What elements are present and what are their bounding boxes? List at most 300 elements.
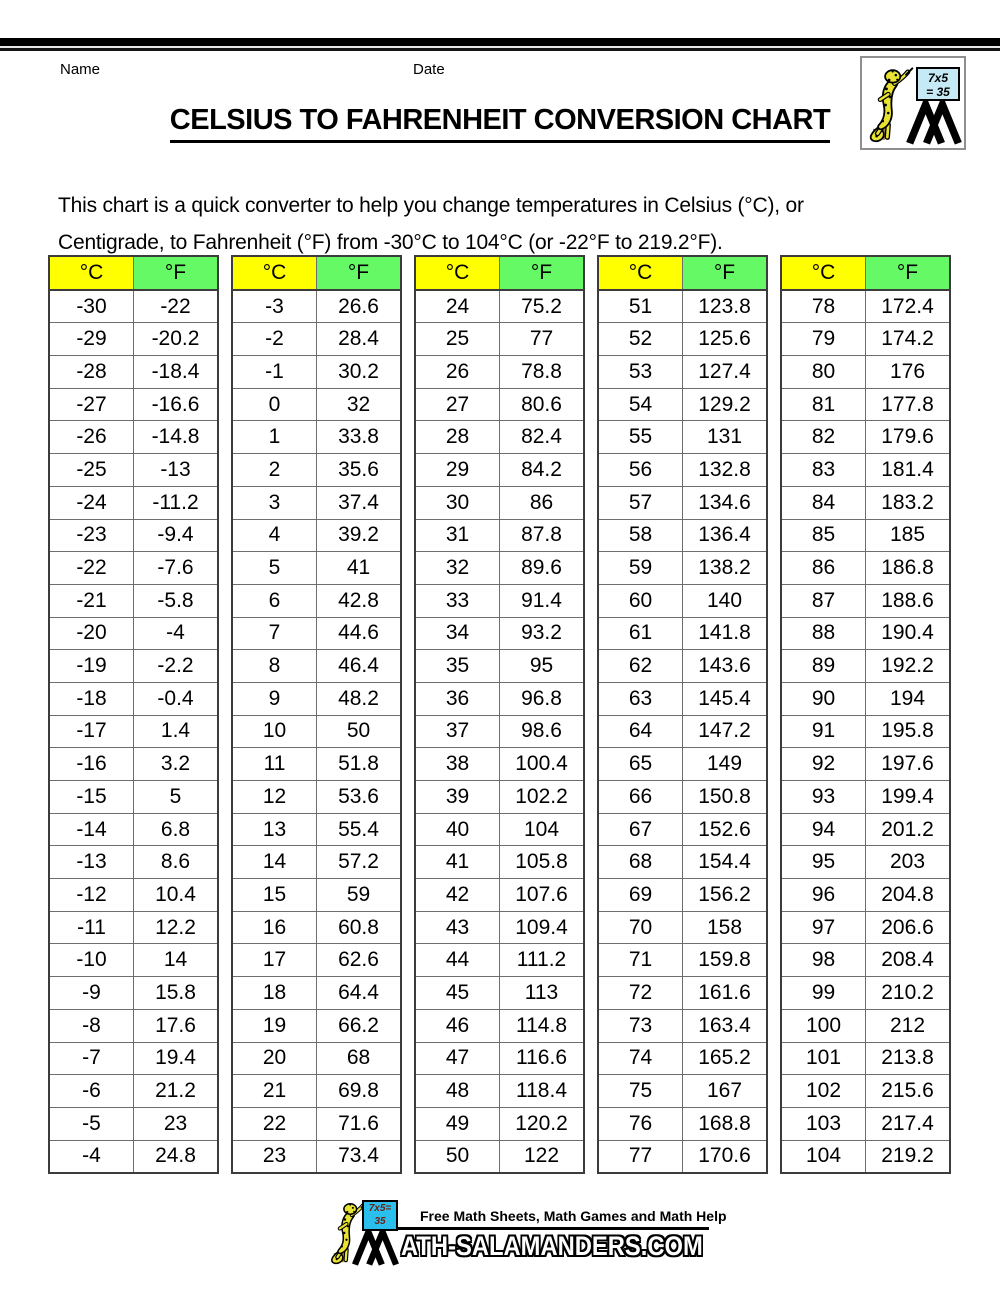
celsius-cell: 104 xyxy=(781,1140,866,1173)
fahrenheit-cell: 46.4 xyxy=(317,650,402,683)
celsius-cell: 18 xyxy=(232,977,317,1010)
celsius-cell: -27 xyxy=(49,388,134,421)
table-row xyxy=(232,356,401,389)
table-row xyxy=(49,1042,218,1075)
celsius-cell: 5 xyxy=(232,552,317,585)
fahrenheit-cell: 134.6 xyxy=(683,486,768,519)
fahrenheit-cell: -16.6 xyxy=(134,388,219,421)
table-row xyxy=(49,846,218,879)
celsius-cell: 57 xyxy=(598,486,683,519)
title-row xyxy=(0,104,1000,143)
table-row xyxy=(598,1140,767,1173)
table-row xyxy=(415,1009,584,1042)
celsius-cell: 32 xyxy=(415,552,500,585)
fahrenheit-cell: 203 xyxy=(866,846,951,879)
board-text-line2: = 35 xyxy=(926,85,950,100)
celsius-cell: 14 xyxy=(232,846,317,879)
celsius-cell: -12 xyxy=(49,879,134,912)
celsius-cell: 66 xyxy=(598,781,683,814)
fahrenheit-cell: 140 xyxy=(683,584,768,617)
table-row xyxy=(781,682,950,715)
footer-logo-block xyxy=(327,1196,727,1282)
table-row xyxy=(415,813,584,846)
table-row xyxy=(232,552,401,585)
celsius-cell: -29 xyxy=(49,323,134,356)
table-row xyxy=(598,846,767,879)
multiplication-board-icon xyxy=(362,1200,398,1231)
celsius-cell: -10 xyxy=(49,944,134,977)
fahrenheit-cell: 120.2 xyxy=(500,1107,585,1140)
celsius-cell: 20 xyxy=(232,1042,317,1075)
fahrenheit-cell: 186.8 xyxy=(866,552,951,585)
conversion-tables xyxy=(48,255,951,1174)
celsius-header-cell: °C xyxy=(598,256,683,290)
table-row xyxy=(49,977,218,1010)
table-row xyxy=(598,813,767,846)
m-logo-icon xyxy=(351,1229,400,1266)
fahrenheit-cell: 104 xyxy=(500,813,585,846)
fahrenheit-cell: -14.8 xyxy=(134,421,219,454)
celsius-cell: 79 xyxy=(781,323,866,356)
fahrenheit-cell: 64.4 xyxy=(317,977,402,1010)
fahrenheit-cell: 161.6 xyxy=(683,977,768,1010)
table-row xyxy=(49,1107,218,1140)
table-row xyxy=(415,748,584,781)
celsius-cell: 49 xyxy=(415,1107,500,1140)
fahrenheit-cell: 93.2 xyxy=(500,617,585,650)
header-row xyxy=(598,256,767,290)
celsius-cell: 71 xyxy=(598,944,683,977)
celsius-cell: 67 xyxy=(598,813,683,846)
fahrenheit-cell: 107.6 xyxy=(500,879,585,912)
table-row xyxy=(232,290,401,323)
celsius-cell: 63 xyxy=(598,682,683,715)
celsius-cell: 30 xyxy=(415,486,500,519)
fahrenheit-cell: 147.2 xyxy=(683,715,768,748)
table-row xyxy=(49,519,218,552)
celsius-cell: 101 xyxy=(781,1042,866,1075)
celsius-header-cell: °C xyxy=(49,256,134,290)
celsius-cell: 17 xyxy=(232,944,317,977)
celsius-cell: 29 xyxy=(415,454,500,487)
fahrenheit-cell: 204.8 xyxy=(866,879,951,912)
fahrenheit-cell: 111.2 xyxy=(500,944,585,977)
table-row xyxy=(598,911,767,944)
celsius-cell: 26 xyxy=(415,356,500,389)
fahrenheit-cell: 127.4 xyxy=(683,356,768,389)
table-row xyxy=(49,682,218,715)
celsius-cell: 1 xyxy=(232,421,317,454)
table-row xyxy=(232,944,401,977)
fahrenheit-cell: 219.2 xyxy=(866,1140,951,1173)
table-row xyxy=(781,911,950,944)
celsius-cell: 69 xyxy=(598,879,683,912)
table-row xyxy=(598,519,767,552)
table-row xyxy=(415,650,584,683)
celsius-cell: 82 xyxy=(781,421,866,454)
table-row xyxy=(781,748,950,781)
celsius-cell: 36 xyxy=(415,682,500,715)
fahrenheit-cell: 213.8 xyxy=(866,1042,951,1075)
footer-wordmark: ATH-SALAMANDERS.COM xyxy=(401,1231,703,1261)
table-row xyxy=(49,388,218,421)
fahrenheit-cell: 185 xyxy=(866,519,951,552)
celsius-cell: 77 xyxy=(598,1140,683,1173)
table-row xyxy=(232,879,401,912)
table-row xyxy=(415,617,584,650)
celsius-cell: 3 xyxy=(232,486,317,519)
table-row xyxy=(49,323,218,356)
celsius-cell: 87 xyxy=(781,584,866,617)
fahrenheit-cell: 15.8 xyxy=(134,977,219,1010)
celsius-cell: 76 xyxy=(598,1107,683,1140)
celsius-cell: -3 xyxy=(232,290,317,323)
fahrenheit-cell: 6.8 xyxy=(134,813,219,846)
celsius-cell: 103 xyxy=(781,1107,866,1140)
celsius-cell: 94 xyxy=(781,813,866,846)
footer xyxy=(0,1196,1000,1286)
fahrenheit-cell: 100.4 xyxy=(500,748,585,781)
table-row xyxy=(598,879,767,912)
fahrenheit-cell: 78.8 xyxy=(500,356,585,389)
table-row xyxy=(49,781,218,814)
table-row xyxy=(49,879,218,912)
board-text-line1: 7x5= xyxy=(368,1203,392,1214)
celsius-cell: 44 xyxy=(415,944,500,977)
top-divider xyxy=(0,38,1000,51)
table-row xyxy=(415,911,584,944)
celsius-cell: 2 xyxy=(232,454,317,487)
fahrenheit-cell: 183.2 xyxy=(866,486,951,519)
celsius-cell: 13 xyxy=(232,813,317,846)
fahrenheit-cell: 41 xyxy=(317,552,402,585)
celsius-header-cell: °C xyxy=(781,256,866,290)
table-row xyxy=(49,748,218,781)
celsius-cell: -28 xyxy=(49,356,134,389)
celsius-cell: 21 xyxy=(232,1075,317,1108)
celsius-cell: 40 xyxy=(415,813,500,846)
celsius-cell: -25 xyxy=(49,454,134,487)
celsius-cell: 58 xyxy=(598,519,683,552)
celsius-cell: 56 xyxy=(598,454,683,487)
table-row xyxy=(415,879,584,912)
celsius-cell: 39 xyxy=(415,781,500,814)
fahrenheit-cell: 116.6 xyxy=(500,1042,585,1075)
fahrenheit-cell: 172.4 xyxy=(866,290,951,323)
fahrenheit-cell: 192.2 xyxy=(866,650,951,683)
table-row xyxy=(232,781,401,814)
table-row xyxy=(232,650,401,683)
celsius-cell: 60 xyxy=(598,584,683,617)
table-row xyxy=(781,715,950,748)
fahrenheit-header-cell: °F xyxy=(866,256,951,290)
fahrenheit-cell: 10.4 xyxy=(134,879,219,912)
celsius-cell: 4 xyxy=(232,519,317,552)
table-row xyxy=(49,356,218,389)
celsius-cell: 89 xyxy=(781,650,866,683)
table-row xyxy=(598,323,767,356)
celsius-cell: 12 xyxy=(232,781,317,814)
fahrenheit-cell: 181.4 xyxy=(866,454,951,487)
celsius-cell: 61 xyxy=(598,617,683,650)
celsius-cell: 74 xyxy=(598,1042,683,1075)
fahrenheit-cell: 113 xyxy=(500,977,585,1010)
board-text-line1: 7x5 xyxy=(927,71,949,85)
celsius-cell: 98 xyxy=(781,944,866,977)
table-row xyxy=(781,356,950,389)
fahrenheit-cell: 105.8 xyxy=(500,846,585,879)
celsius-cell: 52 xyxy=(598,323,683,356)
table-row xyxy=(598,748,767,781)
fahrenheit-cell: -7.6 xyxy=(134,552,219,585)
celsius-cell: 100 xyxy=(781,1009,866,1042)
table-row xyxy=(781,486,950,519)
fahrenheit-cell: 114.8 xyxy=(500,1009,585,1042)
conversion-table xyxy=(780,255,951,1174)
fahrenheit-cell: 102.2 xyxy=(500,781,585,814)
fahrenheit-cell: 98.6 xyxy=(500,715,585,748)
table-row xyxy=(232,1140,401,1173)
table-row xyxy=(232,846,401,879)
fahrenheit-cell: 42.8 xyxy=(317,584,402,617)
table-row xyxy=(781,1009,950,1042)
table-row xyxy=(232,715,401,748)
celsius-cell: 65 xyxy=(598,748,683,781)
celsius-cell: 93 xyxy=(781,781,866,814)
fahrenheit-cell: 1.4 xyxy=(134,715,219,748)
fahrenheit-cell: 179.6 xyxy=(866,421,951,454)
footer-divider xyxy=(398,1227,709,1230)
fahrenheit-cell: 82.4 xyxy=(500,421,585,454)
fahrenheit-header-cell: °F xyxy=(683,256,768,290)
table-row xyxy=(781,846,950,879)
celsius-cell: -5 xyxy=(49,1107,134,1140)
conversion-table xyxy=(231,255,402,1174)
table-row xyxy=(598,584,767,617)
table-row xyxy=(781,290,950,323)
fahrenheit-cell: 168.8 xyxy=(683,1107,768,1140)
celsius-cell: 45 xyxy=(415,977,500,1010)
table-row xyxy=(49,486,218,519)
fahrenheit-cell: 3.2 xyxy=(134,748,219,781)
table-row xyxy=(232,584,401,617)
fahrenheit-cell: 154.4 xyxy=(683,846,768,879)
celsius-cell: 34 xyxy=(415,617,500,650)
table-row xyxy=(232,813,401,846)
fahrenheit-cell: -13 xyxy=(134,454,219,487)
fahrenheit-cell: 143.6 xyxy=(683,650,768,683)
celsius-cell: 42 xyxy=(415,879,500,912)
celsius-cell: 15 xyxy=(232,879,317,912)
celsius-cell: 7 xyxy=(232,617,317,650)
celsius-cell: 84 xyxy=(781,486,866,519)
page-title: CELSIUS TO FAHRENHEIT CONVERSION CHART xyxy=(170,104,830,143)
table-row xyxy=(415,715,584,748)
celsius-cell: -20 xyxy=(49,617,134,650)
fahrenheit-cell: 170.6 xyxy=(683,1140,768,1173)
table-row xyxy=(598,781,767,814)
celsius-cell: 75 xyxy=(598,1075,683,1108)
celsius-cell: 22 xyxy=(232,1107,317,1140)
table-row xyxy=(49,290,218,323)
fahrenheit-cell: 60.8 xyxy=(317,911,402,944)
table-row xyxy=(415,388,584,421)
date-label: Date xyxy=(413,61,445,78)
celsius-cell: 51 xyxy=(598,290,683,323)
table-row xyxy=(415,682,584,715)
fahrenheit-cell: 194 xyxy=(866,682,951,715)
celsius-cell: 81 xyxy=(781,388,866,421)
table-row xyxy=(598,290,767,323)
celsius-cell: 97 xyxy=(781,911,866,944)
table-row xyxy=(415,1075,584,1108)
celsius-cell: -22 xyxy=(49,552,134,585)
table-row xyxy=(232,388,401,421)
table-row xyxy=(415,1140,584,1173)
table-row xyxy=(781,454,950,487)
table-row xyxy=(781,519,950,552)
celsius-cell: 95 xyxy=(781,846,866,879)
fahrenheit-cell: 73.4 xyxy=(317,1140,402,1173)
celsius-cell: 68 xyxy=(598,846,683,879)
table-row xyxy=(415,584,584,617)
celsius-cell: 38 xyxy=(415,748,500,781)
table-row xyxy=(415,781,584,814)
fahrenheit-cell: -0.4 xyxy=(134,682,219,715)
fahrenheit-cell: 39.2 xyxy=(317,519,402,552)
table-row xyxy=(232,486,401,519)
celsius-cell: -7 xyxy=(49,1042,134,1075)
celsius-cell: -9 xyxy=(49,977,134,1010)
celsius-cell: 64 xyxy=(598,715,683,748)
celsius-cell: -18 xyxy=(49,682,134,715)
table-row xyxy=(232,519,401,552)
celsius-cell: 27 xyxy=(415,388,500,421)
celsius-cell: -11 xyxy=(49,911,134,944)
table-row xyxy=(598,356,767,389)
fahrenheit-cell: 188.6 xyxy=(866,584,951,617)
table-row xyxy=(781,813,950,846)
fahrenheit-header-cell: °F xyxy=(317,256,402,290)
fahrenheit-cell: 44.6 xyxy=(317,617,402,650)
celsius-cell: -30 xyxy=(49,290,134,323)
celsius-cell: 23 xyxy=(232,1140,317,1173)
fahrenheit-cell: -4 xyxy=(134,617,219,650)
table-row xyxy=(598,944,767,977)
celsius-cell: -23 xyxy=(49,519,134,552)
fahrenheit-cell: 77 xyxy=(500,323,585,356)
table-row xyxy=(232,454,401,487)
fahrenheit-cell: 71.6 xyxy=(317,1107,402,1140)
fahrenheit-cell: 174.2 xyxy=(866,323,951,356)
fahrenheit-cell: 165.2 xyxy=(683,1042,768,1075)
celsius-cell: -8 xyxy=(49,1009,134,1042)
celsius-cell: 11 xyxy=(232,748,317,781)
celsius-cell: 8 xyxy=(232,650,317,683)
table-row xyxy=(232,682,401,715)
fahrenheit-cell: 210.2 xyxy=(866,977,951,1010)
table-row xyxy=(598,682,767,715)
celsius-cell: 25 xyxy=(415,323,500,356)
fahrenheit-header-cell: °F xyxy=(500,256,585,290)
fahrenheit-cell: 66.2 xyxy=(317,1009,402,1042)
fahrenheit-cell: 8.6 xyxy=(134,846,219,879)
celsius-cell: -6 xyxy=(49,1075,134,1108)
table-row xyxy=(781,1140,950,1173)
fahrenheit-header-cell: °F xyxy=(134,256,219,290)
table-row xyxy=(781,421,950,454)
celsius-cell: 80 xyxy=(781,356,866,389)
table-row xyxy=(415,421,584,454)
description xyxy=(58,187,953,261)
fahrenheit-cell: 197.6 xyxy=(866,748,951,781)
fahrenheit-cell: 125.6 xyxy=(683,323,768,356)
table-row xyxy=(598,977,767,1010)
celsius-cell: -19 xyxy=(49,650,134,683)
fahrenheit-cell: 95 xyxy=(500,650,585,683)
table-row xyxy=(232,748,401,781)
table-row xyxy=(598,486,767,519)
fahrenheit-cell: 159.8 xyxy=(683,944,768,977)
fahrenheit-cell: 24.8 xyxy=(134,1140,219,1173)
fahrenheit-cell: 57.2 xyxy=(317,846,402,879)
table-row xyxy=(415,552,584,585)
fahrenheit-cell: 208.4 xyxy=(866,944,951,977)
celsius-cell: 50 xyxy=(415,1140,500,1173)
fahrenheit-cell: 176 xyxy=(866,356,951,389)
table-row xyxy=(415,290,584,323)
fahrenheit-cell: 87.8 xyxy=(500,519,585,552)
table-row xyxy=(781,1107,950,1140)
header-row xyxy=(415,256,584,290)
name-label: Name xyxy=(60,61,101,78)
celsius-cell: 102 xyxy=(781,1075,866,1108)
celsius-header-cell: °C xyxy=(232,256,317,290)
fahrenheit-cell: 86 xyxy=(500,486,585,519)
celsius-cell: 90 xyxy=(781,682,866,715)
table-row xyxy=(598,1009,767,1042)
celsius-cell: -13 xyxy=(49,846,134,879)
table-row xyxy=(232,421,401,454)
celsius-cell: -15 xyxy=(49,781,134,814)
fahrenheit-cell: 206.6 xyxy=(866,911,951,944)
header-row xyxy=(781,256,950,290)
celsius-cell: 31 xyxy=(415,519,500,552)
table-row xyxy=(415,1042,584,1075)
fahrenheit-cell: 131 xyxy=(683,421,768,454)
table-row xyxy=(598,552,767,585)
celsius-cell: 59 xyxy=(598,552,683,585)
table-row xyxy=(232,1107,401,1140)
table-row xyxy=(781,584,950,617)
celsius-cell: 96 xyxy=(781,879,866,912)
table-row xyxy=(781,1042,950,1075)
table-row xyxy=(415,1107,584,1140)
table-row xyxy=(415,356,584,389)
table-row xyxy=(49,421,218,454)
celsius-cell: 47 xyxy=(415,1042,500,1075)
table-row xyxy=(232,323,401,356)
table-row xyxy=(415,519,584,552)
celsius-cell: 91 xyxy=(781,715,866,748)
celsius-header-cell: °C xyxy=(415,256,500,290)
table-row xyxy=(415,486,584,519)
table-row xyxy=(49,715,218,748)
board-text-line2: 35 xyxy=(374,1215,386,1227)
fahrenheit-cell: 55.4 xyxy=(317,813,402,846)
table-row xyxy=(49,584,218,617)
fahrenheit-cell: 14 xyxy=(134,944,219,977)
